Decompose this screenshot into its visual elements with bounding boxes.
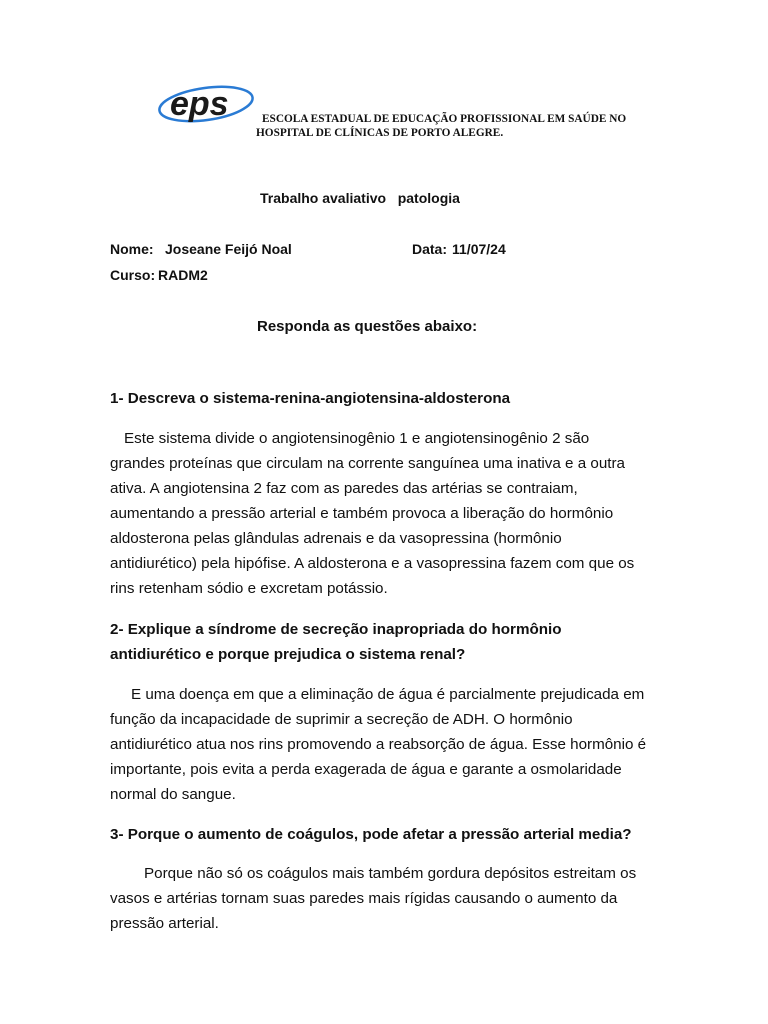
answer-line: ativa. A angiotensina 2 faz com as paredes das artérias se contraiam, <box>110 480 578 497</box>
question-2-line: 2- Explique a síndrome de secreção inapropriada do hormônio <box>110 621 562 638</box>
answer-line: E uma doença em que a eliminação de água é parcialmente prejudicada em <box>131 686 645 703</box>
instructions: Responda as questões abaixo: <box>257 318 478 335</box>
question-1-text: 1- Descreva o sistema-renina-angiotensina-aldosterona <box>110 390 511 407</box>
answer-line: aldosterona pelas glândulas adrenais e da vasopressina (hormônio <box>110 530 562 547</box>
date-value: 11/07/24 <box>452 241 506 257</box>
answer-2 <box>110 682 650 807</box>
question-1 <box>110 386 650 411</box>
answer-line: grandes proteínas que circulam na corrente sanguínea uma inativa e a outra <box>110 455 626 472</box>
answer-line: função da incapacidade de suprimir a secreção de ADH. O hormônio <box>110 711 573 728</box>
course-value: RADM2 <box>158 267 208 283</box>
school-name-line1: ESCOLA ESTADUAL DE EDUCAÇÃO PROFISSIONAL EM SAÚDE NO <box>262 113 627 125</box>
question-2 <box>110 617 650 667</box>
answer-3 <box>110 861 650 936</box>
logo-text: eps <box>170 85 229 123</box>
school-name <box>256 113 666 140</box>
answer-line: normal do sangue. <box>110 786 236 803</box>
eps-logo <box>156 82 256 128</box>
question-3-text: 3- Porque o aumento de coágulos, pode afetar a pressão arterial media? <box>110 826 632 843</box>
answer-line: importante, pois evita a perda exagerada de água e garante a osmolaridade <box>110 761 622 778</box>
answer-1 <box>110 426 650 601</box>
course-label: Curso: <box>110 267 156 283</box>
name-label: Nome: <box>110 241 154 257</box>
answer-line: vasos e artérias tornam suas paredes mais rígidas causando o aumento da <box>110 890 618 907</box>
answer-line: rins retenham sódio e excretam potássio. <box>110 580 388 597</box>
answer-line: pressão arterial. <box>110 915 219 932</box>
answer-line: Porque não só os coágulos mais também gordura depósitos estreitam os <box>144 865 637 882</box>
answer-line: Este sistema divide o angiotensinogênio 1 e angiotensinogênio 2 são <box>124 430 590 447</box>
school-name-line2: HOSPITAL DE CLÍNICAS DE PORTO ALEGRE. <box>256 126 504 139</box>
date-label: Data: <box>412 241 448 257</box>
question-3 <box>110 822 650 847</box>
answer-line: aumentando a pressão arterial e também provoca a liberação do hormônio <box>110 505 614 522</box>
document-title: Trabalho avaliativo patologia <box>260 190 460 206</box>
name-value: Joseane Feijó Noal <box>165 241 292 257</box>
answer-line: antidiurético) pela hipófise. A aldosterona e a vasopressina fazem com que os <box>110 555 635 572</box>
question-2-line: antidiurético e porque prejudica o sistema renal? <box>110 646 466 663</box>
answer-line: antidiurético atua nos rins promovendo a reabsorção de água. Esse hormônio é <box>110 736 647 753</box>
